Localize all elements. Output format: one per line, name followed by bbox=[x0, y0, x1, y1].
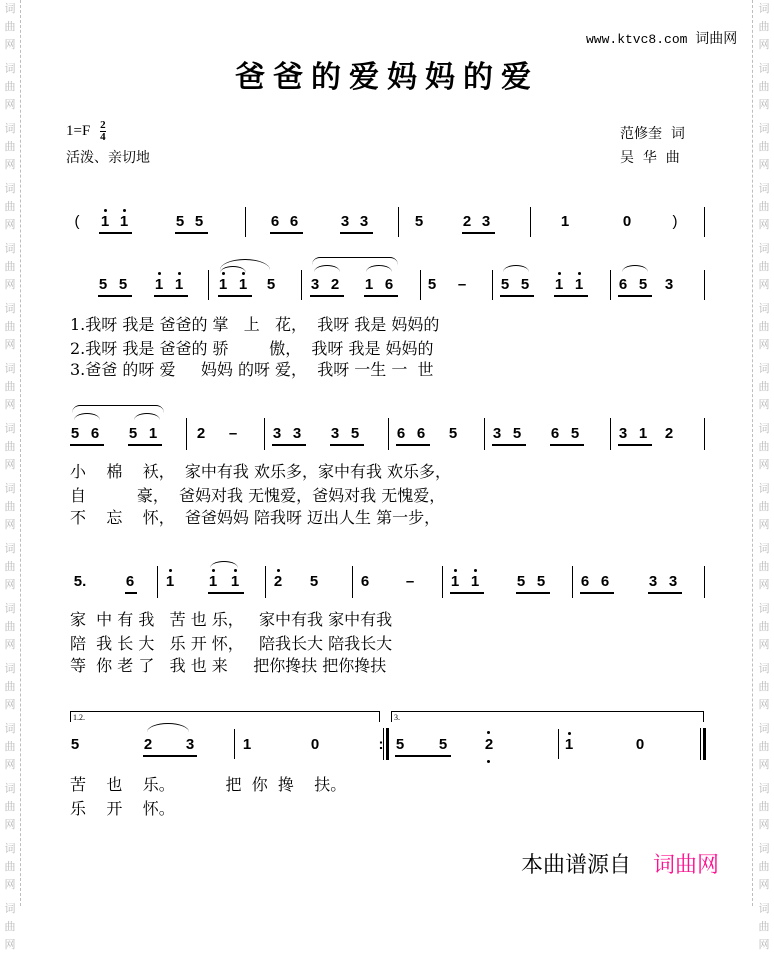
watermark-text: 词 曲 网 bbox=[758, 482, 770, 531]
barline bbox=[610, 418, 611, 450]
site-credit bbox=[586, 28, 737, 48]
open-paren: ( bbox=[74, 213, 80, 230]
watermark-text: 词 曲 网 bbox=[758, 182, 770, 231]
barline bbox=[492, 270, 493, 300]
source-text: 本曲谱源自 bbox=[521, 853, 632, 878]
watermark-text: 词 曲 网 bbox=[4, 2, 16, 51]
watermark-text: 词 曲 网 bbox=[4, 362, 16, 411]
lyric-line-2: 乐 开 怀。 bbox=[70, 799, 175, 818]
underline bbox=[143, 755, 197, 757]
watermark-text: 词 曲 网 bbox=[758, 302, 770, 351]
note: 3 bbox=[185, 736, 195, 753]
note: 5 bbox=[536, 573, 546, 590]
watermark-text: 词 曲 网 bbox=[4, 482, 16, 531]
volta-1-2 bbox=[70, 711, 380, 722]
barline bbox=[186, 418, 187, 450]
lyric-verse-3: 不 忘 怀， 爸爸妈妈 陪我呀 迈出人生 第一步， bbox=[70, 508, 441, 527]
tie bbox=[622, 265, 648, 272]
right-margin-line bbox=[752, 0, 753, 906]
underline bbox=[218, 295, 252, 297]
barline bbox=[442, 566, 443, 598]
barline bbox=[530, 207, 531, 237]
volta-3 bbox=[391, 711, 704, 722]
key-label: 1=F bbox=[66, 122, 91, 139]
underline bbox=[70, 444, 104, 446]
note: 5 bbox=[266, 276, 276, 293]
note: 1 bbox=[242, 736, 252, 753]
note: 1 bbox=[572, 276, 586, 294]
note: 1 bbox=[468, 573, 482, 591]
volta-label: 3. bbox=[394, 713, 400, 722]
note: 5 bbox=[395, 736, 405, 753]
watermark-text: 词 曲 网 bbox=[758, 422, 770, 471]
source-credit bbox=[521, 848, 719, 879]
tie bbox=[366, 265, 392, 272]
barline bbox=[388, 418, 389, 450]
underline bbox=[99, 232, 132, 234]
barline bbox=[420, 270, 421, 300]
note: 0 bbox=[622, 213, 632, 230]
watermark-text: 词 曲 网 bbox=[758, 662, 770, 711]
time-sig-numerator: 2 bbox=[100, 119, 106, 131]
barline bbox=[572, 566, 573, 598]
note: 2 bbox=[462, 213, 472, 230]
underline bbox=[580, 592, 614, 594]
note: 1 bbox=[562, 736, 576, 754]
note: 3 bbox=[481, 213, 491, 230]
watermark-text: 词 曲 网 bbox=[4, 602, 16, 651]
note: 1 bbox=[206, 573, 220, 591]
watermark-text: 词 曲 网 bbox=[758, 242, 770, 291]
barline bbox=[208, 270, 209, 300]
note: 6 bbox=[90, 425, 100, 442]
tie bbox=[134, 413, 160, 420]
watermark-text: 词 曲 网 bbox=[758, 722, 770, 771]
barline bbox=[704, 207, 705, 237]
note: 5 bbox=[98, 276, 108, 293]
note: 1 bbox=[117, 213, 131, 231]
note: 0 bbox=[310, 736, 320, 753]
underline bbox=[516, 592, 550, 594]
underline bbox=[550, 444, 584, 446]
note: 6 bbox=[360, 573, 370, 590]
composer-credit: 吴 华 曲 bbox=[620, 150, 680, 166]
watermark-text: 词 曲 网 bbox=[4, 722, 16, 771]
underline bbox=[128, 444, 162, 446]
watermark-text: 词 曲 网 bbox=[758, 542, 770, 591]
note: 3 bbox=[664, 276, 674, 293]
note: 5 bbox=[118, 276, 128, 293]
underline bbox=[270, 232, 303, 234]
underline bbox=[450, 592, 484, 594]
note: 3 bbox=[492, 425, 502, 442]
underline bbox=[272, 444, 306, 446]
underline bbox=[154, 295, 188, 297]
lyric-verse-2: 2.我呀 我是 爸爸的 骄 傲， 我呀 我是 妈妈的 bbox=[70, 339, 434, 358]
barline bbox=[704, 566, 705, 598]
slur bbox=[147, 723, 189, 732]
watermark-text: 词 曲 网 bbox=[4, 902, 16, 951]
watermark-text: 词 曲 网 bbox=[4, 122, 16, 171]
barline bbox=[352, 566, 353, 598]
barline bbox=[398, 207, 399, 237]
note: 3 bbox=[310, 276, 320, 293]
barline bbox=[610, 270, 611, 300]
watermark-text: 词 曲 网 bbox=[758, 62, 770, 111]
note: 1 bbox=[448, 573, 462, 591]
note: 5 bbox=[512, 425, 522, 442]
note: 3 bbox=[359, 213, 369, 230]
watermark-text: 词 曲 网 bbox=[4, 302, 16, 351]
watermark-text: 词 曲 网 bbox=[758, 842, 770, 891]
repeat-barline-thin bbox=[383, 728, 384, 760]
note: 6 bbox=[416, 425, 426, 442]
barline bbox=[245, 207, 246, 237]
note: 3 bbox=[330, 425, 340, 442]
note: 1 bbox=[98, 213, 112, 231]
note: 2 bbox=[196, 425, 206, 442]
tie bbox=[74, 413, 100, 420]
left-margin-line bbox=[20, 0, 21, 906]
note: 6 bbox=[600, 573, 610, 590]
watermark-text: 词 曲 网 bbox=[4, 842, 16, 891]
note: 1 bbox=[152, 276, 166, 294]
final-barline-thick bbox=[703, 728, 706, 760]
underline bbox=[310, 295, 344, 297]
lyric-verse-2: 自 豪， 爸妈对我 无愧爱，爸妈对我 无愧爱， bbox=[70, 486, 446, 505]
note: – bbox=[457, 276, 467, 293]
site-name: 词曲网 bbox=[695, 31, 738, 47]
note: 3 bbox=[340, 213, 350, 230]
underline bbox=[208, 592, 244, 594]
note: 2 bbox=[484, 736, 494, 753]
underline bbox=[396, 444, 430, 446]
time-sig-denominator: 4 bbox=[100, 131, 106, 143]
underline bbox=[492, 444, 526, 446]
note: – bbox=[228, 425, 238, 442]
barline bbox=[157, 566, 158, 598]
note: 0 bbox=[635, 736, 645, 753]
watermark-text: 词 曲 网 bbox=[758, 2, 770, 51]
note: 1 bbox=[638, 425, 648, 442]
note: 5 bbox=[194, 213, 204, 230]
underline bbox=[554, 295, 588, 297]
note: 1 bbox=[236, 276, 250, 294]
source-site-link[interactable]: 词曲网 bbox=[653, 853, 720, 878]
underline bbox=[500, 295, 534, 297]
barline bbox=[265, 566, 266, 598]
note: – bbox=[405, 573, 415, 590]
watermark-right bbox=[754, 0, 774, 951]
note: 1 bbox=[364, 276, 374, 293]
note: 5 bbox=[128, 425, 138, 442]
final-barline-thin bbox=[700, 728, 701, 760]
tie bbox=[503, 265, 529, 272]
watermark-text: 词 曲 网 bbox=[4, 62, 16, 111]
note: 1 bbox=[552, 276, 566, 294]
note: 1 bbox=[172, 276, 186, 294]
key-signature bbox=[66, 120, 106, 143]
high-dot bbox=[487, 731, 490, 734]
lyric-verse-1: 家 中 有 我 苦 也 乐， 家中有我 家中有我 bbox=[70, 610, 393, 629]
barline bbox=[704, 418, 705, 450]
underline bbox=[175, 232, 208, 234]
note-dotted: 5. bbox=[73, 573, 87, 590]
note: 1 bbox=[560, 213, 570, 230]
note: 5 bbox=[438, 736, 448, 753]
barline bbox=[234, 729, 235, 759]
watermark-text: 词 曲 网 bbox=[758, 602, 770, 651]
note: 3 bbox=[618, 425, 628, 442]
note: 3 bbox=[668, 573, 678, 590]
barline bbox=[558, 729, 559, 759]
watermark-text: 词 曲 网 bbox=[4, 662, 16, 711]
note: 5 bbox=[570, 425, 580, 442]
lyric-verse-1: 小 棉 袄， 家中有我 欢乐多，家中有我 欢乐多， bbox=[70, 462, 452, 481]
watermark-text: 词 曲 网 bbox=[4, 242, 16, 291]
underline bbox=[618, 444, 652, 446]
lyric-verse-3: 3.爸爸 的呀 爱 妈妈 的呀 爱， 我呀 一生 一 世 bbox=[70, 360, 434, 379]
underline bbox=[395, 755, 451, 757]
lyricist-credit: 范修奎 词 bbox=[620, 126, 685, 142]
note: 5 bbox=[309, 573, 319, 590]
lyric-verse-2: 陪 我 长 大 乐 开 怀， 陪我长大 陪我长大 bbox=[70, 634, 393, 653]
note: 6 bbox=[618, 276, 628, 293]
close-paren: ) bbox=[672, 213, 678, 230]
note: 3 bbox=[272, 425, 282, 442]
song-title: 爸爸的爱妈妈的爱 bbox=[235, 60, 539, 95]
watermark-text: 词 曲 网 bbox=[4, 542, 16, 591]
note: 6 bbox=[550, 425, 560, 442]
note: 6 bbox=[396, 425, 406, 442]
watermark-text: 词 曲 网 bbox=[758, 122, 770, 171]
low-dot bbox=[487, 760, 490, 763]
note: 3 bbox=[648, 573, 658, 590]
note: 3 bbox=[292, 425, 302, 442]
note: 5 bbox=[427, 276, 437, 293]
barline bbox=[301, 270, 302, 300]
repeat-barline-thick bbox=[386, 728, 389, 760]
lyric-verse-3: 等 你 老 了 我 也 来 把你搀扶 把你搀扶 bbox=[70, 656, 387, 675]
tempo-marking: 活泼、亲切地 bbox=[66, 150, 150, 166]
tie bbox=[314, 265, 340, 272]
note: 6 bbox=[125, 573, 135, 590]
repeat-dots: : bbox=[378, 736, 384, 753]
watermark-text: 词 曲 网 bbox=[758, 902, 770, 951]
lyric-line-1: 苦 也 乐。 把 你 搀 扶。 bbox=[70, 775, 347, 794]
note: 1 bbox=[216, 276, 230, 294]
note: 5 bbox=[448, 425, 458, 442]
note: 2 bbox=[330, 276, 340, 293]
note: 2 bbox=[664, 425, 674, 442]
time-signature bbox=[100, 120, 106, 143]
watermark-text: 词 曲 网 bbox=[4, 422, 16, 471]
watermark-left bbox=[0, 0, 20, 951]
note: 6 bbox=[384, 276, 394, 293]
note: 2 bbox=[143, 736, 153, 753]
underline bbox=[364, 295, 398, 297]
note: 5 bbox=[500, 276, 510, 293]
watermark-text: 词 曲 网 bbox=[758, 362, 770, 411]
underline bbox=[340, 232, 373, 234]
note: 5 bbox=[516, 573, 526, 590]
watermark-text: 词 曲 网 bbox=[4, 182, 16, 231]
volta-label: 1.2. bbox=[73, 713, 85, 722]
underline bbox=[462, 232, 495, 234]
note: 5 bbox=[638, 276, 648, 293]
note: 6 bbox=[289, 213, 299, 230]
note: 2 bbox=[271, 573, 285, 591]
note: 6 bbox=[270, 213, 280, 230]
underline bbox=[648, 592, 682, 594]
barline bbox=[484, 418, 485, 450]
underline bbox=[125, 592, 137, 594]
note: 5 bbox=[414, 213, 424, 230]
note: 5 bbox=[175, 213, 185, 230]
note: 5 bbox=[350, 425, 360, 442]
site-url[interactable]: www.ktvc8.com bbox=[586, 32, 688, 47]
underline bbox=[98, 295, 132, 297]
barline bbox=[264, 418, 265, 450]
note: 5 bbox=[520, 276, 530, 293]
note: 1 bbox=[148, 425, 158, 442]
note: 6 bbox=[580, 573, 590, 590]
note: 5 bbox=[70, 736, 80, 753]
note: 5 bbox=[70, 425, 80, 442]
barline bbox=[704, 270, 705, 300]
underline bbox=[618, 295, 652, 297]
watermark-text: 词 曲 网 bbox=[758, 782, 770, 831]
watermark-text: 词 曲 网 bbox=[4, 782, 16, 831]
underline bbox=[330, 444, 364, 446]
note: 1 bbox=[228, 573, 242, 591]
note: 1 bbox=[163, 573, 177, 591]
lyric-verse-1: 1.我呀 我是 爸爸的 掌 上 花， 我呀 我是 妈妈的 bbox=[70, 315, 440, 334]
tie bbox=[210, 561, 238, 568]
